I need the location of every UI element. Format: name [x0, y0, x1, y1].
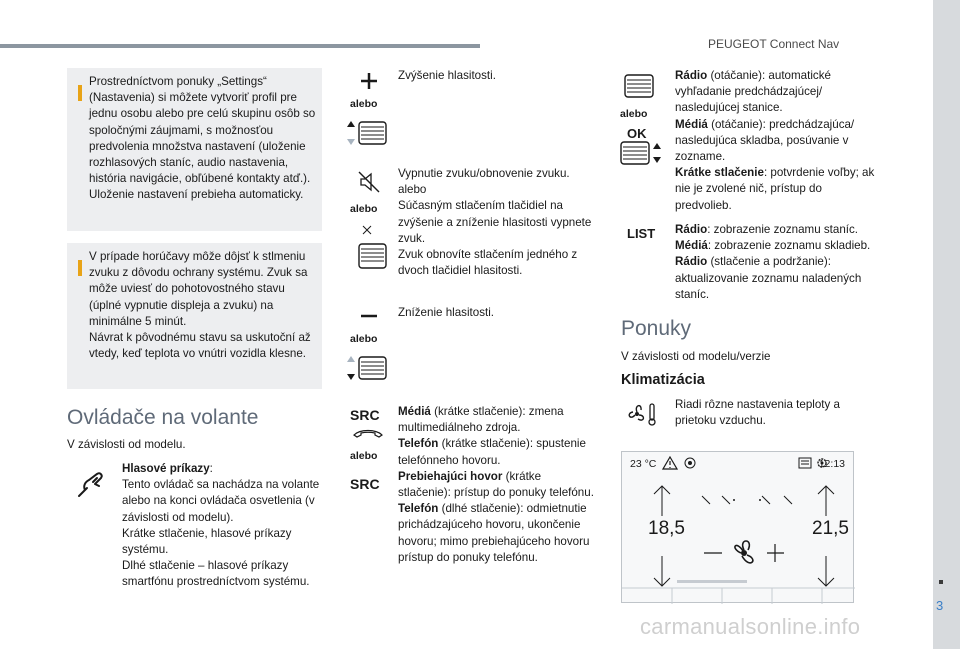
page-marker [939, 580, 943, 584]
radio-title: Rádio [675, 69, 708, 82]
climate-screen [621, 451, 854, 603]
thumbwheel-down-icon [346, 355, 388, 381]
climate-icon [626, 401, 660, 427]
section-title-steering: Ovládače na volante [67, 406, 259, 429]
climate-text: Riadi rôzne nastavenia teploty a prietoku vzduchu. [675, 398, 840, 428]
list-radio2-desc: (stlačenie a podržanie): aktualizovanie zoznamu naladených staníc. [675, 255, 862, 301]
short-press-title: Krátke stlačenie [675, 166, 764, 180]
or-label: alebo [620, 108, 648, 120]
thumbwheel-press-icon [346, 222, 388, 270]
src-label: SRC [350, 476, 380, 492]
src-phone2-desc: (dlhé stlačenie): odmietnutie prichádzajúceho hovoru, ukončenie hovoru; mimo prebiehajúceho hovoru prístup do ponuky telefónu. [398, 502, 590, 564]
ok-text [675, 68, 875, 214]
src-media-desc: (krátke stlačenie): zmena multimediálneho zdroja. [398, 405, 564, 435]
message-icon [798, 457, 812, 469]
watermark: carmanualsonline.info [640, 614, 861, 639]
media-desc: (otáčanie): predchádzajúca/ nasledujúca skladba, posúvanie v zozname. [675, 117, 855, 164]
src-text [398, 404, 594, 566]
thumbwheel-icon [624, 74, 654, 98]
list-radio-desc: : zobrazenie zoznamu staníc. [707, 223, 859, 236]
header-title: PEUGEOT Connect Nav [708, 37, 840, 51]
thumbwheel-ok-icon [620, 141, 664, 165]
list-text [675, 222, 875, 303]
side-strip [933, 0, 960, 649]
passenger-temperature: 21,5 [812, 518, 849, 539]
volume-up-text: Zvýšenie hlasitosti. [398, 69, 496, 82]
page-number: 3 [936, 598, 944, 613]
list-media-desc: : zobrazenie zoznamu skladieb. [707, 239, 871, 253]
minus-icon [360, 313, 378, 319]
or-label: alebo [350, 203, 378, 215]
src-call-title: Prebiehajúci hovor [398, 469, 503, 483]
list-label: LIST [627, 226, 656, 241]
location-icon [684, 457, 696, 469]
screen-status-bar [622, 452, 853, 476]
src-phone-title: Telefón [398, 437, 439, 451]
note-text: V prípade horúčavy môže dôjsť k stlmeniu zvuku z dôvodu ochrany systému. Zvuk sa môže uviesť do pohotovostného stavu (úplné vypnutie displeja a zvuku) na minimálne 5 minút. Návrat k pôvodnému stavu sa uskutoční až vtedy, keď teplota vo vnútri vozidla klesne. [89, 250, 311, 361]
header-rule [0, 44, 480, 48]
warning-icon [662, 456, 678, 470]
ok-label: OK [627, 126, 647, 141]
clock: 12:13 [818, 458, 845, 470]
menus-intro: V závislosti od modelu/verzie [621, 350, 771, 363]
plus-icon [360, 72, 378, 90]
src-phone-desc: (krátke stlačenie): spustenie telefónneho hovoru. [398, 437, 586, 467]
short-press-desc: : potvrdenie voľby; ak nie je zvolené nič, prístup do predvolieb. [675, 166, 875, 212]
note-text: Prostredníctvom ponuky „Settings“ (Nastavenia) si môžete vytvoriť profil pre jednu osobu alebo pre celú skupinu osôb so spoločnými záujmami, s možnosťou predvolenia množstva nastavení (uloženie rozhlasových staníc, audio nastavenia, história navigácie, obľúbené kontakty atď.). Uloženie nastavení prebieha automaticky. [89, 75, 316, 202]
section-title-menus: Ponuky [621, 317, 692, 340]
src-call-desc: (krátke stlačenie): prístup do ponuky telefónu. [398, 469, 594, 500]
info-note-settings [67, 68, 322, 231]
src-label: SRC [350, 407, 380, 423]
climate-controls [622, 476, 855, 604]
media-title: Médiá [675, 117, 708, 131]
voice-command-desc: : Tento ovládač sa nachádza na volante alebo na konci ovládača osvetlenia (v závislosti od modelu). Krátke stlačenie, hlasové príkazy systému. Dlhé stlačenie – hlasové príkazy smartfónu prostredníctvom systému. [122, 462, 320, 589]
info-note-heat [67, 243, 322, 389]
or-label: alebo [350, 450, 378, 462]
mute-text: Vypnutie zvuku/obnovenie zvuku. alebo Súčasným stlačením tlačidiel na zvýšenie a zníženie hlasitosti vypnete zvuk. Zvuk obnovíte stlačením jedného z dvoch tlačidiel hlasitosti. [398, 167, 592, 278]
or-label: alebo [350, 98, 378, 110]
or-label: alebo [350, 333, 378, 345]
mute-icon [357, 170, 381, 194]
list-media-title: Médiá [675, 239, 708, 253]
list-radio-title: Rádio [675, 223, 708, 236]
list-radio2-title: Rádio [675, 255, 708, 269]
voice-command-text [122, 461, 322, 591]
voice-command-title: Hlasové príkazy [122, 462, 210, 475]
driver-temperature: 18,5 [648, 518, 685, 539]
radio-desc: (otáčanie): automatické vyhľadanie predchádzajúcej/ nasledujúcej stanice. [675, 69, 831, 115]
phone-icon [352, 427, 384, 439]
src-phone2-title: Telefón [398, 502, 439, 516]
outside-temperature: 23 °C [630, 458, 657, 470]
voice-command-icon [75, 470, 111, 500]
src-media-title: Médiá [398, 405, 431, 418]
steering-intro: V závislosti od modelu. [67, 438, 186, 451]
info-icon [78, 260, 82, 276]
volume-down-text: Zníženie hlasitosti. [398, 306, 495, 319]
climate-title: Klimatizácia [621, 372, 705, 388]
thumbwheel-up-icon [346, 120, 388, 146]
info-icon [78, 85, 82, 101]
